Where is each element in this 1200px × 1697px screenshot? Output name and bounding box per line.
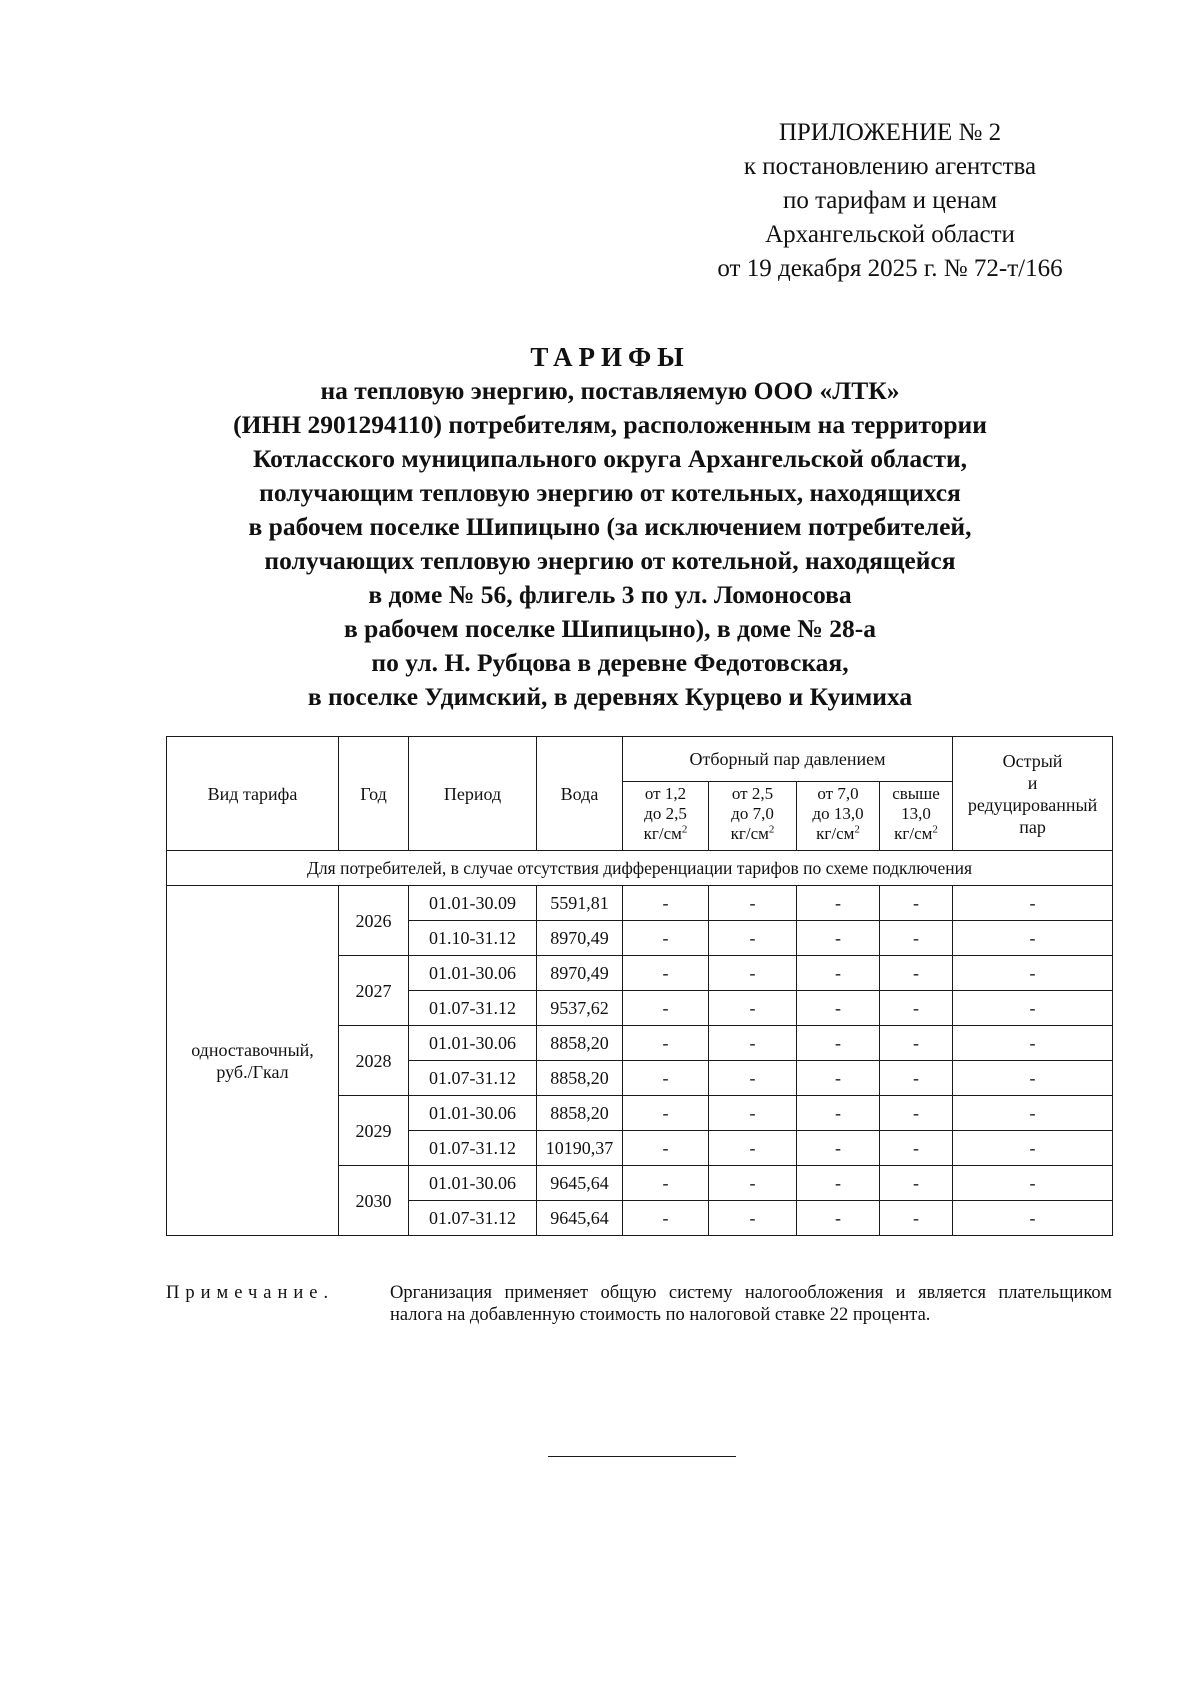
col-header-period: Период bbox=[409, 737, 537, 851]
steam-value-cell: - bbox=[709, 1096, 797, 1131]
appendix-number: ПРИЛОЖЕНИЕ № 2 bbox=[778, 119, 1002, 146]
header-unit bbox=[799, 824, 877, 844]
steam-value-cell: - bbox=[880, 1166, 953, 1201]
heading-line: в поселке Удимский, в деревнях Курцево и Куимиха bbox=[307, 682, 913, 711]
period-cell: 01.01-30.06 bbox=[409, 1026, 537, 1061]
water-value-cell: 10190,37 bbox=[537, 1131, 623, 1166]
steam-value-cell: - bbox=[709, 1061, 797, 1096]
sharp-steam-value-cell: - bbox=[953, 1166, 1113, 1201]
water-value-cell: 8970,49 bbox=[537, 921, 623, 956]
steam-value-cell: - bbox=[623, 956, 709, 991]
steam-value-cell: - bbox=[880, 921, 953, 956]
steam-value-cell: - bbox=[623, 886, 709, 921]
closing-rule bbox=[548, 1456, 736, 1457]
heading-line: в рабочем поселке Шипицыно (за исключением потребителей, bbox=[248, 512, 972, 541]
steam-value-cell: - bbox=[797, 956, 880, 991]
note-text: Организация применяет общую систему налогообложения и является плательщиком налога на добавленную стоимость по налоговой ставке 22 процента. bbox=[390, 1283, 1112, 1325]
heading-line: в рабочем поселке Шипицыно), в доме № 28-а bbox=[344, 614, 876, 643]
header-unit bbox=[625, 824, 706, 844]
col-header-steam-4 bbox=[880, 782, 953, 851]
water-value-cell: 9537,62 bbox=[537, 991, 623, 1026]
steam-value-cell: - bbox=[880, 956, 953, 991]
heading-line: Котласского муниципального округа Архангельской области, bbox=[252, 444, 968, 473]
year-cell: 2027 bbox=[339, 956, 409, 1026]
document-title: ТАРИФЫ bbox=[530, 342, 690, 372]
water-value-cell: 8858,20 bbox=[537, 1061, 623, 1096]
year-cell: 2029 bbox=[339, 1096, 409, 1166]
steam-value-cell: - bbox=[709, 1166, 797, 1201]
heading-line: на тепловую энергию, поставляемую ООО «ЛТК» bbox=[320, 376, 900, 405]
unit-text: кг/см bbox=[894, 824, 933, 843]
heading-line: в доме № 56, флигель 3 по ул. Ломоносова bbox=[368, 580, 852, 609]
steam-value-cell: - bbox=[797, 1096, 880, 1131]
header-unit bbox=[882, 824, 950, 844]
water-value-cell: 9645,64 bbox=[537, 1166, 623, 1201]
unit-text: кг/см bbox=[816, 824, 855, 843]
heading-line: получающих тепловую энергию от котельной, находящейся bbox=[264, 546, 956, 575]
col-header-steam-2 bbox=[709, 782, 797, 851]
sharp-steam-value-cell: - bbox=[953, 921, 1113, 956]
sharp-steam-value-cell: - bbox=[953, 886, 1113, 921]
period-cell: 01.01-30.06 bbox=[409, 956, 537, 991]
header-text: от 2,5 bbox=[731, 784, 774, 803]
header-text: свыше bbox=[892, 784, 940, 803]
note-label: Примечание. bbox=[166, 1283, 335, 1303]
appendix-line: по тарифам и ценам bbox=[782, 187, 998, 214]
heading-line: по ул. Н. Рубцова в деревне Федотовская, bbox=[371, 648, 849, 677]
sharp-steam-value-cell: - bbox=[953, 956, 1113, 991]
steam-value-cell: - bbox=[880, 1061, 953, 1096]
appendix-block bbox=[680, 116, 1100, 286]
steam-value-cell: - bbox=[880, 886, 953, 921]
steam-value-cell: - bbox=[623, 1201, 709, 1236]
steam-value-cell: - bbox=[797, 921, 880, 956]
steam-value-cell: - bbox=[797, 1201, 880, 1236]
col-header-tariff-type: Вид тарифа bbox=[167, 737, 339, 851]
steam-value-cell: - bbox=[797, 1131, 880, 1166]
period-cell: 01.01-30.06 bbox=[409, 1166, 537, 1201]
sharp-steam-value-cell: - bbox=[953, 1131, 1113, 1166]
steam-value-cell: - bbox=[709, 921, 797, 956]
header-text: до 13,0 bbox=[812, 804, 864, 823]
sharp-steam-value-cell: - bbox=[953, 1096, 1113, 1131]
unit-exponent: 2 bbox=[932, 823, 938, 836]
document-heading bbox=[150, 340, 1070, 714]
period-cell: 01.07-31.12 bbox=[409, 1131, 537, 1166]
col-header-steam-1 bbox=[623, 782, 709, 851]
steam-value-cell: - bbox=[880, 1131, 953, 1166]
table-header-row bbox=[167, 737, 1113, 782]
steam-value-cell: - bbox=[709, 1201, 797, 1236]
section-row bbox=[167, 851, 1113, 886]
year-cell: 2026 bbox=[339, 886, 409, 956]
steam-value-cell: - bbox=[623, 1061, 709, 1096]
water-value-cell: 8858,20 bbox=[537, 1026, 623, 1061]
unit-text: кг/см bbox=[730, 824, 769, 843]
steam-value-cell: - bbox=[709, 886, 797, 921]
steam-value-cell: - bbox=[797, 991, 880, 1026]
steam-value-cell: - bbox=[623, 921, 709, 956]
tariff-type-cell bbox=[167, 886, 339, 1236]
steam-value-cell: - bbox=[709, 1131, 797, 1166]
col-header-year: Год bbox=[339, 737, 409, 851]
sharp-steam-value-cell: - bbox=[953, 1026, 1113, 1061]
header-text: до 7,0 bbox=[731, 804, 774, 823]
year-cell: 2028 bbox=[339, 1026, 409, 1096]
section-title: Для потребителей, в случае отсутствия дифференциации тарифов по схеме подключения bbox=[167, 851, 1113, 886]
steam-value-cell: - bbox=[623, 991, 709, 1026]
col-header-steam-3 bbox=[797, 782, 880, 851]
header-text: от 7,0 bbox=[817, 784, 859, 803]
steam-value-cell: - bbox=[880, 1201, 953, 1236]
appendix-line: Архангельской области bbox=[765, 221, 1015, 248]
tariff-type-unit: руб./Гкал bbox=[216, 1061, 289, 1082]
header-unit bbox=[711, 824, 794, 844]
col-header-water: Вода bbox=[537, 737, 623, 851]
period-cell: 01.07-31.12 bbox=[409, 1061, 537, 1096]
header-text: до 2,5 bbox=[644, 804, 687, 823]
heading-line: (ИНН 2901294110) потребителям, расположенным на территории bbox=[233, 410, 987, 439]
sharp-steam-value-cell: - bbox=[953, 1061, 1113, 1096]
water-value-cell: 8858,20 bbox=[537, 1096, 623, 1131]
steam-value-cell: - bbox=[709, 991, 797, 1026]
period-cell: 01.07-31.12 bbox=[409, 1201, 537, 1236]
heading-line: получающим тепловую энергию от котельных, находящихся bbox=[259, 478, 961, 507]
period-cell: 01.01-30.09 bbox=[409, 886, 537, 921]
steam-value-cell: - bbox=[623, 1096, 709, 1131]
tariff-type-line: одноставочный, bbox=[191, 1039, 314, 1060]
steam-value-cell: - bbox=[880, 1096, 953, 1131]
steam-value-cell: - bbox=[880, 991, 953, 1026]
table-row bbox=[167, 886, 1113, 921]
col-header-steam-group: Отборный пар давлением bbox=[623, 737, 953, 782]
steam-value-cell: - bbox=[880, 1026, 953, 1061]
period-cell: 01.01-30.06 bbox=[409, 1096, 537, 1131]
header-text: пар bbox=[1019, 816, 1046, 837]
col-header-sharp-steam bbox=[953, 737, 1113, 851]
steam-value-cell: - bbox=[797, 1061, 880, 1096]
period-cell: 01.10-31.12 bbox=[409, 921, 537, 956]
water-value-cell: 9645,64 bbox=[537, 1201, 623, 1236]
steam-value-cell: - bbox=[623, 1166, 709, 1201]
unit-exponent: 2 bbox=[854, 823, 860, 836]
steam-value-cell: - bbox=[797, 886, 880, 921]
unit-text: кг/см bbox=[643, 824, 682, 843]
year-cell: 2030 bbox=[339, 1166, 409, 1236]
steam-value-cell: - bbox=[623, 1026, 709, 1061]
water-value-cell: 5591,81 bbox=[537, 886, 623, 921]
header-text: 13,0 bbox=[901, 804, 931, 823]
steam-value-cell: - bbox=[623, 1131, 709, 1166]
tariff-table bbox=[166, 736, 1113, 1236]
steam-value-cell: - bbox=[709, 956, 797, 991]
steam-value-cell: - bbox=[797, 1026, 880, 1061]
sharp-steam-value-cell: - bbox=[953, 991, 1113, 1026]
unit-exponent: 2 bbox=[768, 823, 775, 836]
unit-exponent: 2 bbox=[681, 823, 688, 836]
header-text: от 1,2 bbox=[644, 784, 687, 803]
header-text: и bbox=[1027, 772, 1038, 793]
appendix-line: к постановлению агентства bbox=[743, 153, 1037, 180]
period-cell: 01.07-31.12 bbox=[409, 991, 537, 1026]
appendix-date-number: от 19 декабря 2025 г. № 72-т/166 bbox=[717, 255, 1063, 282]
header-text: редуцированный bbox=[967, 794, 1098, 815]
water-value-cell: 8970,49 bbox=[537, 956, 623, 991]
sharp-steam-value-cell: - bbox=[953, 1201, 1113, 1236]
steam-value-cell: - bbox=[797, 1166, 880, 1201]
header-text: Острый bbox=[1002, 750, 1063, 771]
steam-value-cell: - bbox=[709, 1026, 797, 1061]
